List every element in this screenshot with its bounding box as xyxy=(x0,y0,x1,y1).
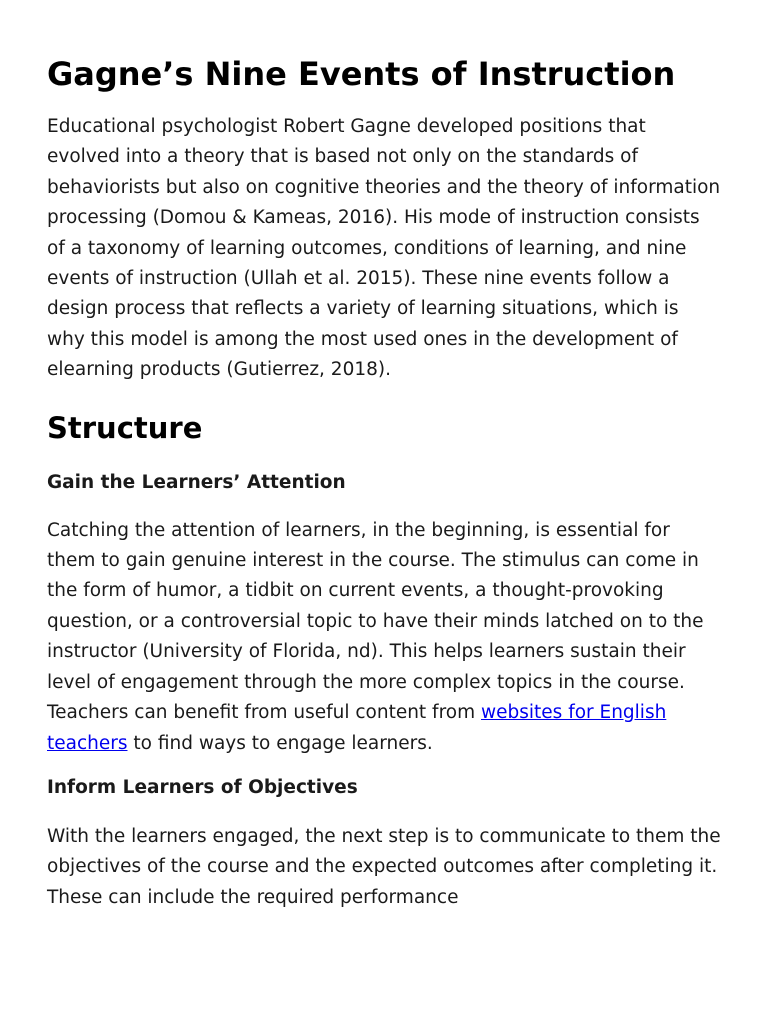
paragraph-text: to find ways to engage learners. xyxy=(127,732,433,754)
section-heading-gain-attention: Gain the Learners’ Attention xyxy=(47,471,346,493)
english-teachers-websites-link[interactable]: websites for English teachers xyxy=(47,702,667,754)
section-heading-inform-objectives: Inform Learners of Objectives xyxy=(47,776,358,798)
intro-paragraph: Educational psychologist Robert Gagne developed positions that evolved into a theory that is based not only on the standards of behaviorists but also on cognitive theories and the theory of information processing (Domou & Kameas, 2016). His mode of instruction consists of a taxonomy of learning outcomes, conditions of learning, and nine events of instruction (Ullah et al. 2015). These nine events follow a design process that reflects a variety of learning situations, which is why this model is among the most used ones in the development of elearning products (Gutierrez, 2018). xyxy=(47,116,721,381)
structure-heading: Structure xyxy=(47,410,203,445)
paragraph-text: Catching the attention of learners, in the beginning, is essential for them to gain genuine interest in the course. The stimulus can come in the form of humor, a tidbit on current events, a thought-provoking question, or a controversial topic to have their minds latched on to the instructor (University of Florida, nd). This helps learners sustain their level of engagement through the more complex topics in the course. Teachers can benefit from useful content from xyxy=(47,519,704,724)
article-title: Gagne’s Nine Events of Instruction xyxy=(47,55,676,93)
section-paragraph-gain-attention xyxy=(47,516,722,759)
section-paragraph-inform-objectives: With the learners engaged, the next step is to communicate to them the objectives of the course and the expected outcomes after completing it. These can include the required performance xyxy=(47,825,721,908)
